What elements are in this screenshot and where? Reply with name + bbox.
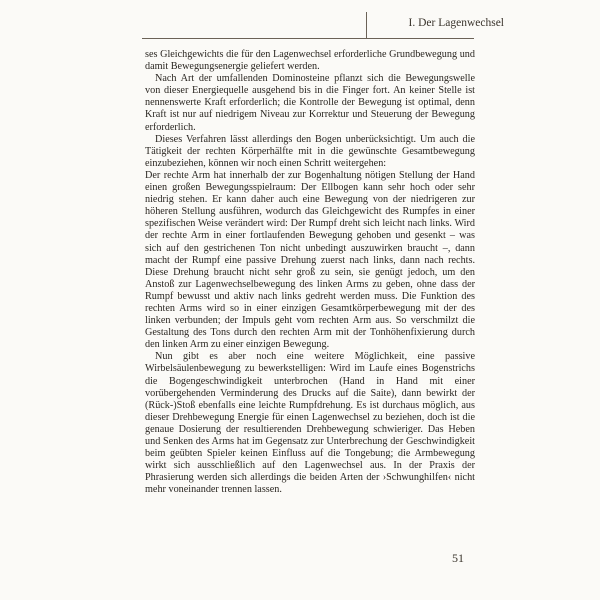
- paragraph-1: ses Gleichgewichts die für den Lagenwechsel erforderliche Grundbewegung und damit Bewegungsenergie geliefert werden.: [145, 49, 475, 73]
- body-text: [145, 49, 475, 496]
- header-rule: [142, 38, 474, 39]
- running-title: I. Der Lagenwechsel: [408, 17, 504, 29]
- paragraph-5: Nun gibt es aber noch eine weitere Möglichkeit, eine passive Wirbelsäulenbewegung zu bewerkstelligen: Wird im Laufe eines Bogenstrichs die Bogengeschwindigkeit unterbrochen (Hand in Hand mit einer vorübergehenden Verminderung des Drucks auf die Saite), dann bewirkt der (Rück-)Stoß ebenfalls eine leichte Rumpfdrehung. Es ist durchaus möglich, aus dieser Drehbewegung Energie für einen Lagenwechsel zu beziehen, doch ist die genaue Dosierung der resultierenden Drehbewegung schwieriger. Das Heben und Senken des Arms hat im Gegensatz zur Unterbrechung der Geschwindigkeit beim geübten Spieler keinen Einfluss auf die Tongebung; die Armbewegung wirkt sich ausschließlich auf den Lagenwechsel aus. In der Praxis der Phrasierung werden sich allerdings die beiden Arten der ›Schwunghilfen‹ nicht mehr voneinander trennen lassen.: [145, 351, 475, 496]
- page-number: 51: [452, 551, 464, 565]
- paragraph-3: Dieses Verfahren lässt allerdings den Bogen unberücksichtigt. Um auch die Tätigkeit der rechten Körperhälfte mit in die gewünschte Gesamtbewegung einzubeziehen, können wir noch einen Schritt weitergehen:: [145, 133, 475, 169]
- paragraph-4: Der rechte Arm hat innerhalb der zur Bogenhaltung nötigen Stellung der Hand einen großen Bewegungsspielraum: Der Ellbogen kann sehr hoch oder sehr niedrig stehen. Er kann daher auch eine Bewegung von der niedrigeren zur höheren Stellung ausführen, wodurch das Gleichgewicht des Rumpfes in einer spezifischen Weise verändert wird: Der Rumpf dreht sich leicht nach links. Wird der rechte Arm in einer fortlaufenden Bewegung gehoben und gesenkt – was sich auf den gestrichenen Ton nicht unbedingt auszuwirken braucht –, dann macht der Rumpf eine passive Drehung zuerst nach links, dann nach rechts. Diese Drehung braucht nicht sehr groß zu sein, sie genügt jedoch, um den Anstoß zur Lagenwechselbewegung des linken Arms zu geben, ohne dass der Rumpf bewusst und aktiv nach links gedreht werden muss. Die Funktion des rechten Arms wird so in einer einzigen Gesamtkörperbewegung mit der des linken verbunden; der Impuls geht vom rechten Arm aus. So verschmilzt die Gestaltung des Tons durch den rechten Arm mit der Tonhöhenfixierung durch den linken Arm zu einer einzigen Bewegung.: [145, 169, 475, 351]
- header-divider-tick: [366, 12, 367, 38]
- paragraph-2: Nach Art der umfallenden Dominosteine pflanzt sich die Bewegungswelle von dieser Energiequelle ausgehend bis in die Finger fort. An keiner Stelle ist nennenswerte Kraft erforderlich; die Kontrolle der Bewegung ist optimal, denn Kraft ist nur auf niedrigem Niveau zur Korrektur und Steuerung der Bewegung erforderlich.: [145, 73, 475, 133]
